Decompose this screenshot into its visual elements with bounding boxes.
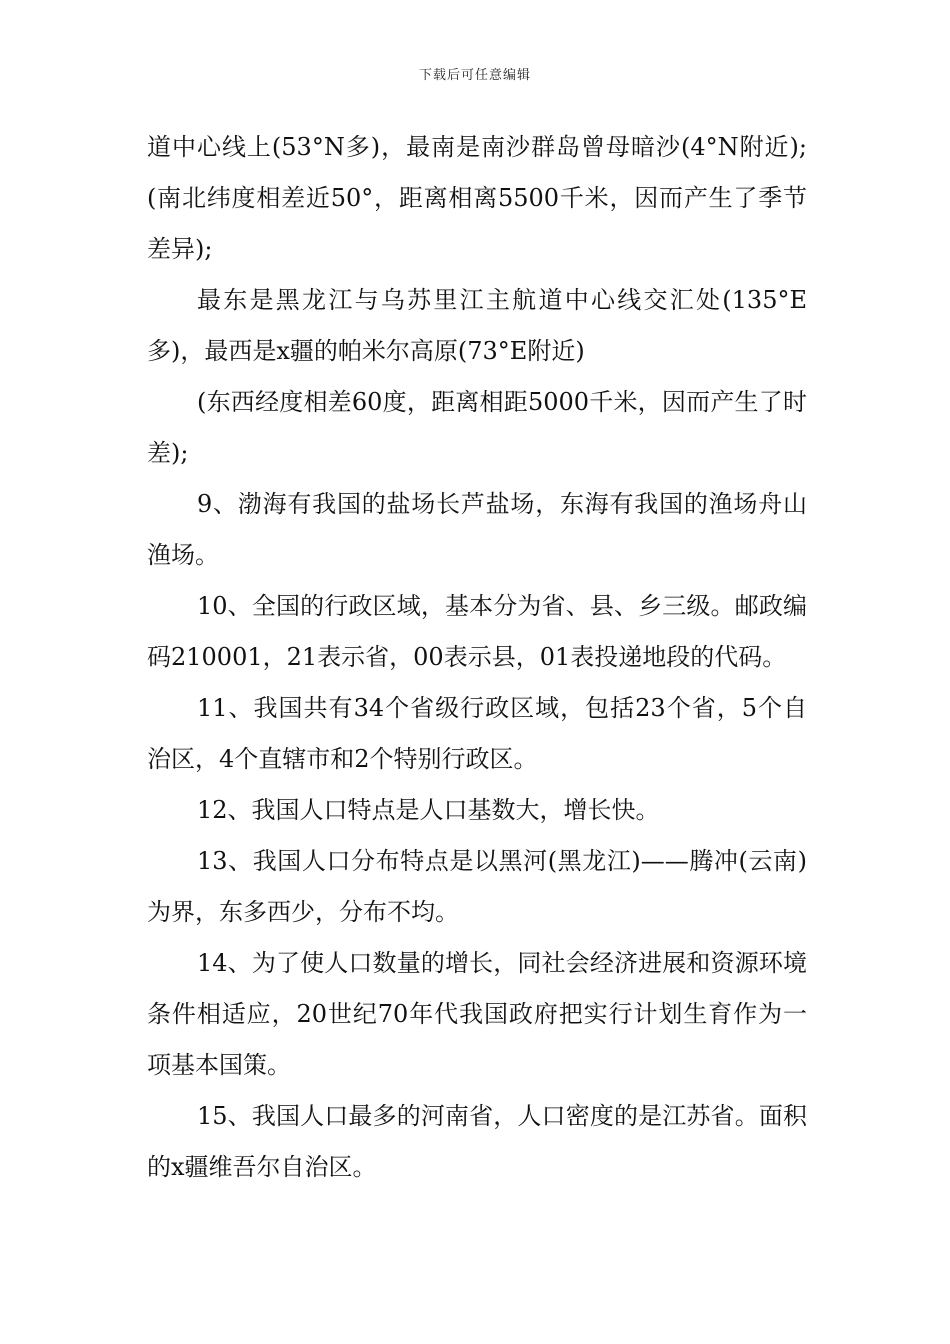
paragraph-10: 15、我国人口最多的河南省，人口密度的是江苏省。面积的x疆维吾尔自治区。 <box>147 1102 807 1181</box>
paragraph-9: 14、为了使人口数量的增长，同社会经济进展和资源环境条件相适应，20世纪70年代我国政府把实行计划生育作为一项基本国策。 <box>147 949 807 1079</box>
paragraph-8: 13、我国人口分布特点是以黑河(黑龙江)——腾冲(云南)为界，东多西少，分布不均。 <box>147 847 807 926</box>
paragraph-5: 10、全国的行政区域，基本分为省、县、乡三级。邮政编码210001，21表示省，00表示县，01表投递地段的代码。 <box>147 592 807 671</box>
paragraph-2: 最东是黑龙江与乌苏里江主航道中心线交汇处(135°E多)，最西是x疆的帕米尔高原(73°E附近) <box>147 286 807 365</box>
paragraph-7: 12、我国人口特点是人口基数大，增长快。 <box>197 796 660 824</box>
paragraph-1: 道中心线上(53°N多)，最南是南沙群岛曾母暗沙(4°N附近);(南北纬度相差近50°，距离相离5500千米，因而产生了季节差异); <box>147 133 807 263</box>
paragraph-3: (东西经度相差60度，距离相距5000千米，因而产生了时差); <box>147 388 807 467</box>
paragraph-4: 9、渤海有我国的盐场长芦盐场，东海有我国的渔场舟山渔场。 <box>147 490 807 569</box>
paragraph-6: 11、我国共有34个省级行政区域，包括23个省，5个自治区，4个直辖市和2个特别行政区。 <box>147 694 807 773</box>
page-header: 下载后可任意编辑 <box>418 68 531 83</box>
document-body <box>147 122 807 1193</box>
